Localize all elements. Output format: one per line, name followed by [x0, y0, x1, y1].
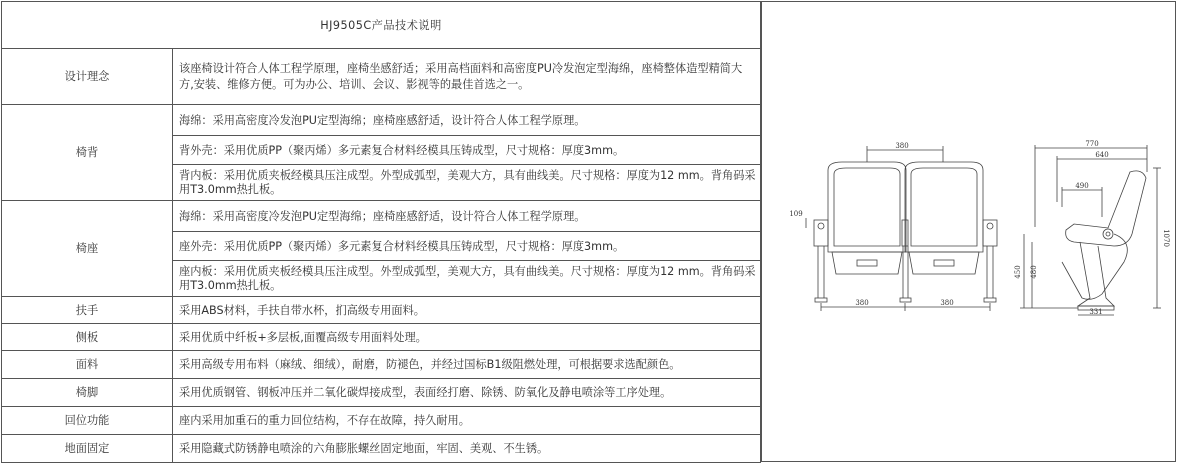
page-title: HJ9505C产品技术说明 [2, 2, 761, 49]
side-view [1020, 145, 1161, 315]
dim-front-bottom-left: 380 [855, 299, 869, 307]
chair-drawing-svg [762, 2, 1175, 461]
seat-line-2: 座外壳：采用优质PP（聚丙烯）多元素复合材料经模具压铸成型，尺寸规格：厚度3mm。 [173, 232, 761, 261]
front-view [806, 146, 997, 311]
backrest-line-2: 背外壳：采用优质PP（聚丙烯）多元素复合材料经模具压铸成型，尺寸规格：厚度3mm。 [173, 136, 761, 165]
row-label-seat: 椅座 [2, 201, 173, 297]
row-label-design: 设计理念 [2, 49, 173, 105]
dim-side-base: 331 [1089, 308, 1103, 316]
row-label-legs: 椅脚 [2, 379, 173, 407]
dim-side-overall-depth: 770 [1085, 140, 1099, 148]
row-text-return: 座内采用加重石的重力回位结构，不存在故障，持久耐用。 [173, 407, 761, 435]
backrest-line-3: 背内板：采用优质夹板经模具压注成型。外型成弧型，美观大方，具有曲线美。尺寸规格：厚度为12 mm。背角码采用T3.0mm热扎板。 [173, 165, 761, 201]
dim-front-left: 109 [789, 210, 803, 218]
seat-line-1: 海绵：采用高密度冷发泡PU定型海绵；座椅座感舒适，设计符合人体工程学原理。 [173, 201, 761, 232]
row-label-return: 回位功能 [2, 407, 173, 435]
dim-side-mid-depth: 490 [1075, 182, 1089, 190]
row-text-fabric: 采用高级专用布料（麻绒、细绒），耐磨，防褪色，并经过国标B1级阻燃处理，可根据要求选配颜色。 [173, 351, 761, 379]
row-text-fixing: 采用隐藏式防锈静电喷涂的六角膨胀螺丝固定地面，牢固、美观、不生锈。 [173, 435, 761, 463]
row-label-fabric: 面料 [2, 351, 173, 379]
row-text-armrest: 采用ABS材料，手扶自带水杯，扪高级专用面料。 [173, 297, 761, 324]
row-label-side: 侧板 [2, 324, 173, 351]
seat-line-3: 座内板：采用优质夹板经模具压注成型。外型成弧型，美观大方，具有曲线美。尺寸规格：厚度为12 mm。背角码采用T3.0mm热扎板。 [173, 261, 761, 297]
dim-side-height: 1070 [1162, 229, 1170, 247]
row-label-backrest: 椅背 [2, 105, 173, 201]
row-text-design: 该座椅设计符合人体工程学原理，座椅坐感舒适；采用高档面料和高密度PU冷发泡定型海绵，座椅整体造型精简大方,安装、维修方便。可为办公、培训、会议、影视等的最佳首选之一。 [173, 49, 761, 105]
dim-side-seat-height: 450 [1014, 265, 1022, 279]
dim-side-upper-depth: 640 [1095, 151, 1109, 159]
backrest-line-1: 海绵：采用高密度冷发泡PU定型海绵；座椅座感舒适，设计符合人体工程学原理。 [173, 105, 761, 136]
spec-table [1, 1, 761, 463]
technical-drawing [761, 1, 1176, 462]
row-label-armrest: 扶手 [2, 297, 173, 324]
dim-front-top: 380 [895, 142, 909, 150]
row-text-legs: 采用优质钢管、钢板冲压并二氧化碳焊接成型，表面经打磨、除锈、防氧化及静电喷涂等工序处理。 [173, 379, 761, 407]
dim-front-bottom-right: 380 [940, 299, 954, 307]
dim-side-arm-height: 480 [1030, 265, 1038, 279]
row-text-side: 采用优质中纤板+多层板,面覆高级专用面料处理。 [173, 324, 761, 351]
row-label-fixing: 地面固定 [2, 435, 173, 463]
